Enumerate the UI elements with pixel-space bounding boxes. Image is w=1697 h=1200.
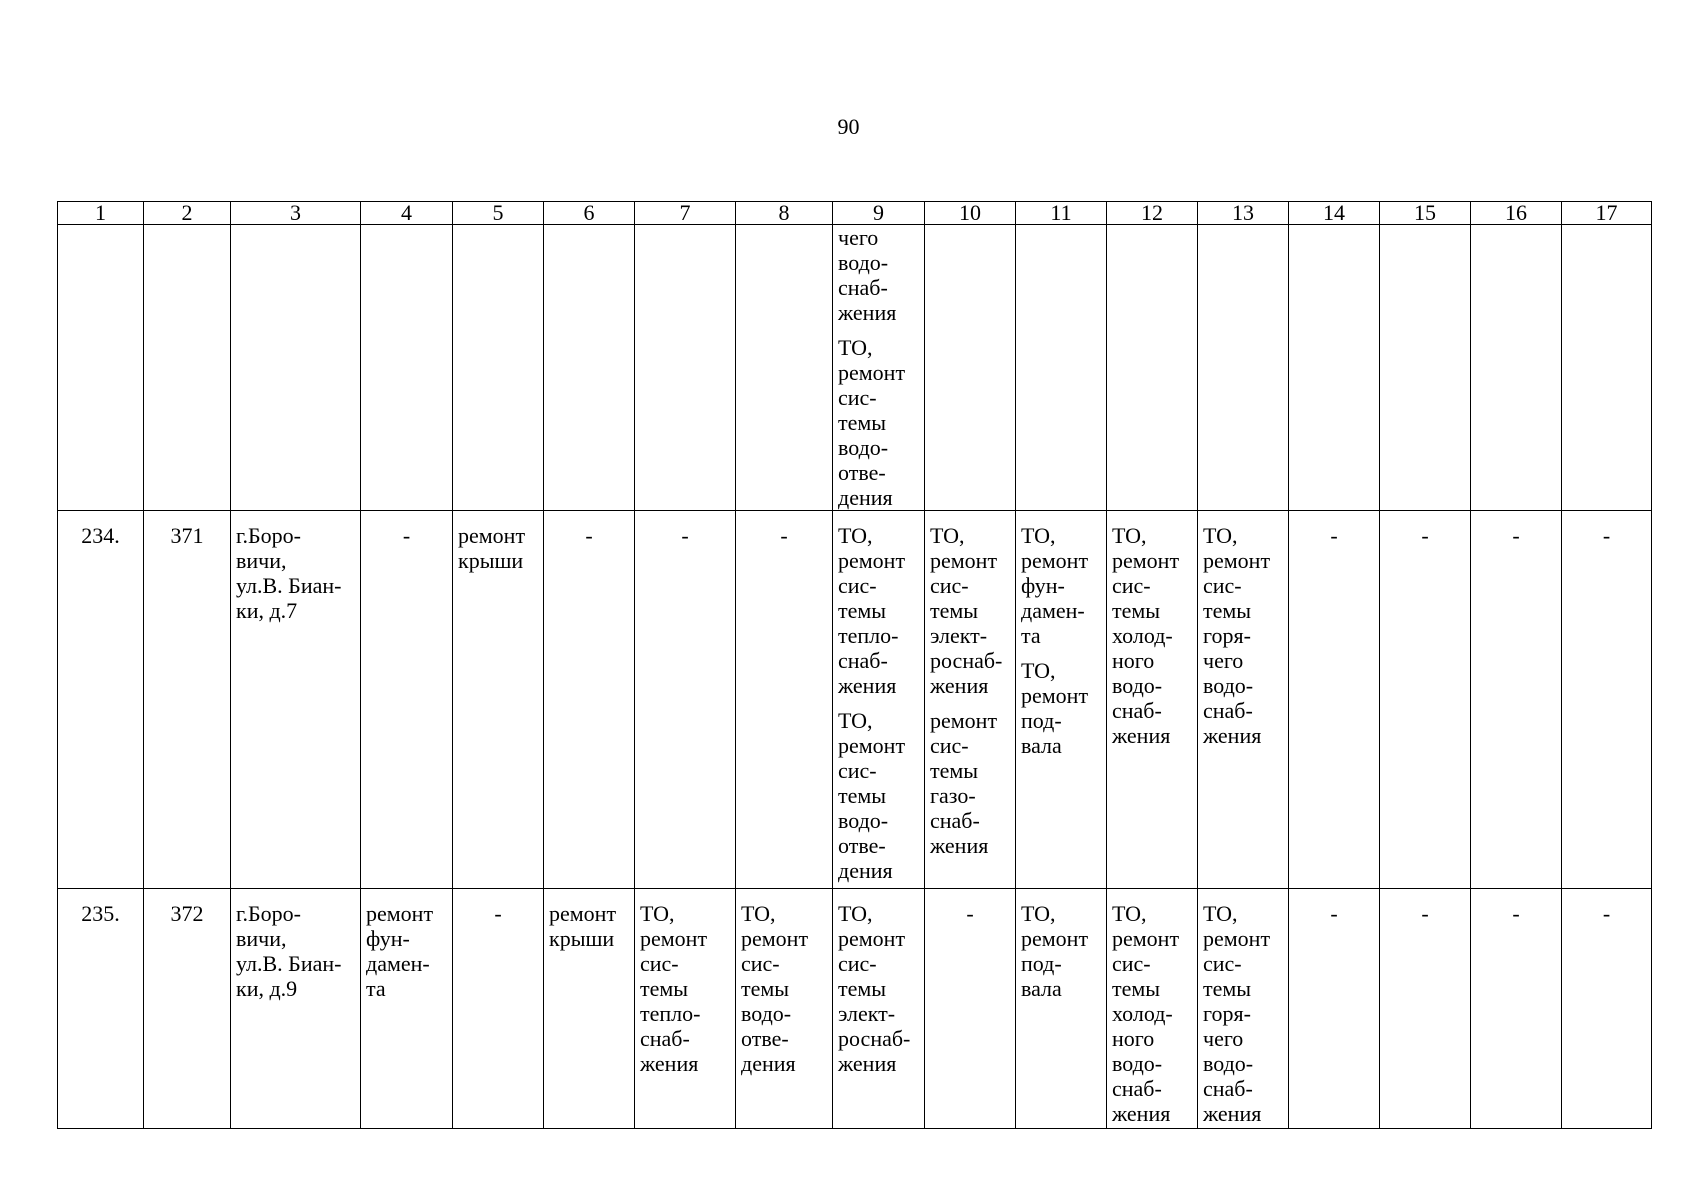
table-cell: -	[1471, 889, 1562, 1129]
cell-paragraph: ТО, ремонт сис- темы элект- роснаб- жения	[930, 523, 1003, 698]
table-cell: -	[1380, 889, 1471, 1129]
cell-paragraph: ТО, ремонт под- вала	[1021, 658, 1089, 758]
cell-paragraph: ТО, ремонт сис- темы тепло- снаб- жения	[838, 523, 906, 698]
column-header: 8	[736, 202, 833, 225]
table-cell: ремонт крыши	[453, 511, 544, 889]
object-code: 372	[144, 889, 231, 1129]
table-cell: ТО, ремонт сис- темы холод- ного водо- снаб- жения	[1107, 889, 1198, 1129]
column-header: 15	[1380, 202, 1471, 225]
table-cell: -	[1562, 889, 1652, 1129]
table-row-235	[58, 889, 1652, 1129]
address: г.Боро- вичи, ул.В. Биан- ки, д.7	[231, 511, 361, 889]
cell-paragraph: ТО, ремонт сис- темы водо- отве- дения	[838, 335, 906, 510]
table-cell: ТО, ремонт сис- темы горя- чего водо- снаб- жения	[1198, 889, 1289, 1129]
table-cell	[1016, 511, 1107, 889]
table-cell: -	[544, 511, 635, 889]
table-cell	[925, 511, 1016, 889]
address: г.Боро- вичи, ул.В. Биан- ки, д.9	[231, 889, 361, 1129]
cell-paragraph: ТО, ремонт сис- темы водо- отве- дения	[838, 708, 906, 883]
table-cell: ТО, ремонт сис- темы водо- отве- дения	[736, 889, 833, 1129]
row-number: 235.	[58, 889, 144, 1129]
column-header: 16	[1471, 202, 1562, 225]
column-header: 7	[635, 202, 736, 225]
column-header: 1	[58, 202, 144, 225]
table-cell: ТО, ремонт сис- темы элект- роснаб- жения	[833, 889, 925, 1129]
column-header: 4	[361, 202, 453, 225]
table-cell: -	[1562, 511, 1652, 889]
table-cell: ТО, ремонт сис- темы горя- чего водо- снаб- жения	[1198, 511, 1289, 889]
table-row-continuation	[58, 225, 1652, 511]
cell-paragraph: чего водо- снаб- жения	[838, 225, 897, 325]
table-row-234	[58, 511, 1652, 889]
row-number: 234.	[58, 511, 144, 889]
column-header: 11	[1016, 202, 1107, 225]
column-header: 6	[544, 202, 635, 225]
table-cell: ТО, ремонт сис- темы тепло- снаб- жения	[635, 889, 736, 1129]
repair-schedule-table	[57, 201, 1652, 1129]
column-header: 9	[833, 202, 925, 225]
table-cell: -	[736, 511, 833, 889]
table-cell	[833, 225, 925, 511]
table-cell: ремонт крыши	[544, 889, 635, 1129]
table-cell: -	[453, 889, 544, 1129]
table-cell: -	[925, 889, 1016, 1129]
table-cell: -	[635, 511, 736, 889]
column-header: 14	[1289, 202, 1380, 225]
page-number: 90	[837, 114, 860, 139]
column-header: 12	[1107, 202, 1198, 225]
cell-paragraph: ТО, ремонт фун- дамен- та	[1021, 523, 1089, 648]
column-header: 5	[453, 202, 544, 225]
column-header: 3	[231, 202, 361, 225]
column-header: 2	[144, 202, 231, 225]
table-cell	[833, 511, 925, 889]
table-cell: -	[361, 511, 453, 889]
table-cell: -	[1289, 889, 1380, 1129]
table-cell: ремонт фун- дамен- та	[361, 889, 453, 1129]
column-header: 13	[1198, 202, 1289, 225]
column-header: 10	[925, 202, 1016, 225]
table-cell: -	[1380, 511, 1471, 889]
table-cell: -	[1471, 511, 1562, 889]
table-cell: -	[1289, 511, 1380, 889]
column-header: 17	[1562, 202, 1652, 225]
cell-paragraph: ремонт сис- темы газо- снаб- жения	[930, 708, 998, 858]
column-number-row	[58, 202, 1652, 225]
table-cell: ТО, ремонт под- вала	[1016, 889, 1107, 1129]
table-cell: ТО, ремонт сис- темы холод- ного водо- снаб- жения	[1107, 511, 1198, 889]
object-code: 371	[144, 511, 231, 889]
